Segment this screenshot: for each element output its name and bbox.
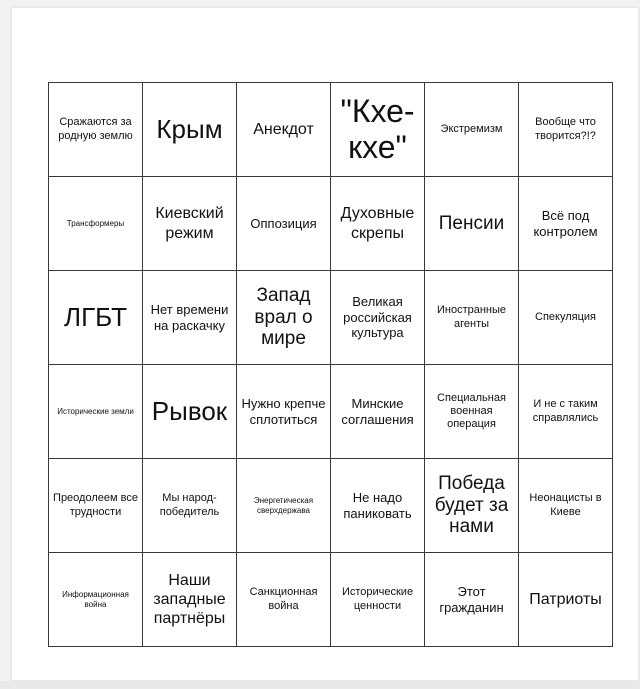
bingo-cell: Этот гражданин xyxy=(425,553,519,647)
bingo-cell: И не с таким справлялись xyxy=(519,365,613,459)
bingo-cell: Информационная война xyxy=(49,553,143,647)
bingo-cell: Минские соглашения xyxy=(331,365,425,459)
bingo-cell: Мы народ-победитель xyxy=(143,459,237,553)
bingo-cell: Сражаются за родную землю xyxy=(49,83,143,177)
bingo-cell: Вообще что творится?!? xyxy=(519,83,613,177)
bingo-cell: Патриоты xyxy=(519,553,613,647)
bingo-cell: Исторические земли xyxy=(49,365,143,459)
bingo-cell: Пенсии xyxy=(425,177,519,271)
bingo-cell: Крым xyxy=(143,83,237,177)
bingo-cell: Энергетическая сверхдержава xyxy=(237,459,331,553)
bingo-cell: Оппозиция xyxy=(237,177,331,271)
bingo-cell: Иностранные агенты xyxy=(425,271,519,365)
bingo-card xyxy=(12,8,638,680)
bingo-cell: Преодолеем все трудности xyxy=(49,459,143,553)
bingo-cell: Нужно крепче сплотиться xyxy=(237,365,331,459)
bingo-cell: Неонацисты в Киеве xyxy=(519,459,613,553)
bingo-cell: ЛГБТ xyxy=(49,271,143,365)
bingo-cell: Великая российская культура xyxy=(331,271,425,365)
bingo-cell: Духовные скрепы xyxy=(331,177,425,271)
bingo-cell: Всё под контролем xyxy=(519,177,613,271)
bingo-cell: Рывок xyxy=(143,365,237,459)
bingo-cell: Трансформеры xyxy=(49,177,143,271)
bingo-cell: "Кхе-кхе" xyxy=(331,83,425,177)
bingo-cell: Запад врал о мире xyxy=(237,271,331,365)
bingo-cell: Спекуляция xyxy=(519,271,613,365)
bingo-cell: Наши западные партнёры xyxy=(143,553,237,647)
bingo-cell: Нет времени на раскачку xyxy=(143,271,237,365)
bingo-cell: Экстремизм xyxy=(425,83,519,177)
bingo-grid xyxy=(48,82,613,647)
bingo-cell: Санкционная война xyxy=(237,553,331,647)
bingo-cell: Специальная военная операция xyxy=(425,365,519,459)
bingo-cell: Исторические ценности xyxy=(331,553,425,647)
bingo-cell: Анекдот xyxy=(237,83,331,177)
bottom-edge xyxy=(0,681,640,689)
bingo-cell: Победа будет за нами xyxy=(425,459,519,553)
bingo-cell: Не надо паниковать xyxy=(331,459,425,553)
bingo-cell: Киевский режим xyxy=(143,177,237,271)
